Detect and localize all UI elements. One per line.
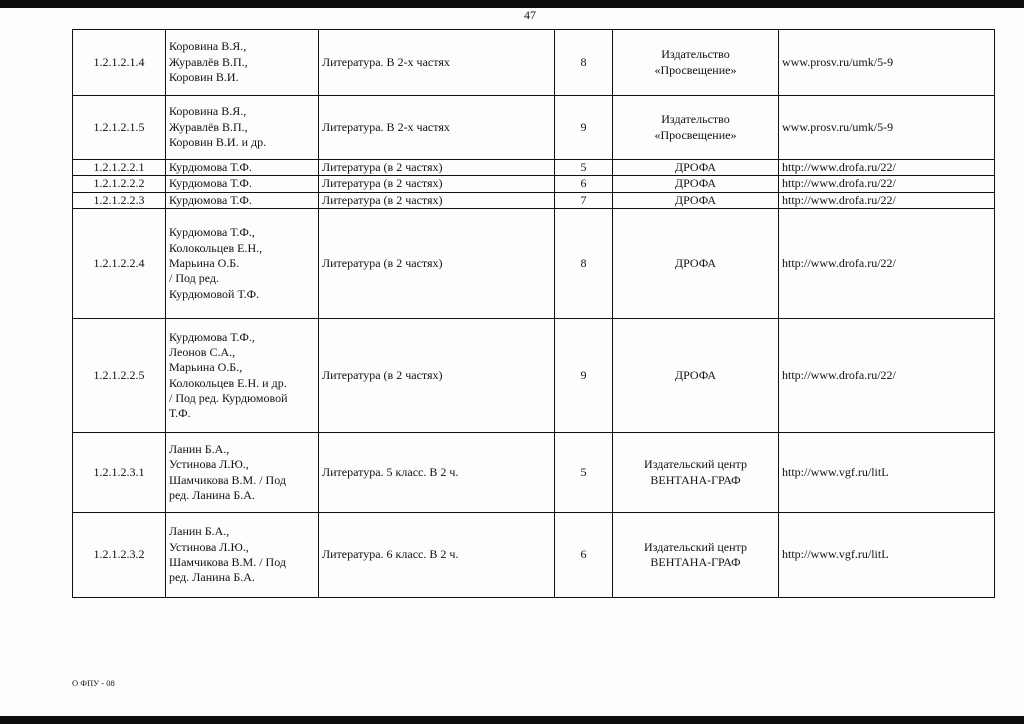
table-row [73, 176, 995, 192]
row-title: Литература (в 2 частях) [319, 209, 555, 319]
row-authors [166, 96, 319, 160]
row-code: 1.2.1.2.3.1 [73, 433, 166, 513]
row-authors [166, 319, 319, 433]
row-url-link[interactable]: http://www.drofa.ru/22/ [779, 192, 995, 208]
row-url-link[interactable]: http://www.drofa.ru/22/ [779, 209, 995, 319]
table-row [73, 30, 995, 96]
row-publisher [613, 160, 779, 176]
author-line: Шамчикова В.М. / Под [169, 472, 286, 487]
row-authors [166, 209, 319, 319]
row-authors [166, 160, 319, 176]
row-authors [166, 30, 319, 96]
row-code: 1.2.1.2.1.4 [73, 30, 166, 96]
row-title: Литература (в 2 частях) [319, 319, 555, 433]
author-line: Курдюмовой Т.Ф. [169, 286, 260, 301]
publisher-line: ДРОФА [674, 367, 717, 382]
author-line: / Под ред. [169, 271, 220, 286]
publisher-line: Издательство [661, 112, 730, 127]
author-line: Курдюмова Т.Ф., [169, 225, 255, 240]
table-row [73, 192, 995, 208]
publisher-line: ВЕНТАНА-ГРАФ [650, 472, 741, 487]
publisher-line: «Просвещение» [654, 127, 737, 142]
author-line: Ланин Б.А., [169, 524, 230, 539]
textbook-table [72, 29, 995, 598]
row-title: Литература. 5 класс. В 2 ч. [319, 433, 555, 513]
footer-code: О ФПУ - 08 [72, 678, 115, 688]
row-code: 1.2.1.2.2.4 [73, 209, 166, 319]
publisher-line: ВЕНТАНА-ГРАФ [650, 555, 741, 570]
row-grade: 8 [555, 30, 613, 96]
row-url-link[interactable]: http://www.vgf.ru/litL [779, 433, 995, 513]
author-line: Курдюмова Т.Ф. [169, 192, 252, 207]
row-authors [166, 176, 319, 192]
row-publisher [613, 30, 779, 96]
author-line: Журавлёв В.П., [169, 119, 248, 134]
row-url-link[interactable]: www.prosv.ru/umk/5-9 [779, 96, 995, 160]
publisher-line: ДРОФА [674, 192, 717, 207]
author-line: Шамчикова В.М. / Под [169, 555, 286, 570]
table-row [73, 160, 995, 176]
row-code: 1.2.1.2.1.5 [73, 96, 166, 160]
author-line: Журавлёв В.П., [169, 54, 248, 69]
row-publisher [613, 513, 779, 598]
author-line: Устинова Л.Ю., [169, 539, 249, 554]
publisher-line: ДРОФА [674, 255, 717, 270]
row-title: Литература (в 2 частях) [319, 192, 555, 208]
publisher-line: «Просвещение» [654, 62, 737, 77]
row-authors [166, 192, 319, 208]
row-publisher [613, 209, 779, 319]
row-grade: 7 [555, 192, 613, 208]
row-authors [166, 433, 319, 513]
author-line: Т.Ф. [169, 406, 191, 421]
row-grade: 5 [555, 160, 613, 176]
row-publisher [613, 192, 779, 208]
author-line: Колокольцев Е.Н. и др. [169, 375, 287, 390]
author-line: Устинова Л.Ю., [169, 457, 249, 472]
table-row [73, 433, 995, 513]
row-code: 1.2.1.2.2.1 [73, 160, 166, 176]
author-line: Коровин В.И. [169, 70, 239, 85]
publisher-line: ДРОФА [674, 176, 717, 191]
row-grade: 5 [555, 433, 613, 513]
author-line: Курдюмова Т.Ф., [169, 329, 255, 344]
author-line: Коровина В.Я., [169, 39, 247, 54]
author-line: Курдюмова Т.Ф. [169, 176, 252, 191]
row-title: Литература (в 2 частях) [319, 176, 555, 192]
author-line: Марьина О.Б. [169, 255, 240, 270]
row-publisher [613, 433, 779, 513]
row-grade: 9 [555, 96, 613, 160]
table-row [73, 513, 995, 598]
publisher-line: Издательство [661, 47, 730, 62]
author-line: Марьина О.Б., [169, 360, 243, 375]
row-url-link[interactable]: http://www.vgf.ru/litL [779, 513, 995, 598]
scan-border-bottom [0, 716, 1024, 724]
table-row [73, 319, 995, 433]
author-line: Леонов С.А., [169, 344, 236, 359]
row-url-link[interactable]: http://www.drofa.ru/22/ [779, 319, 995, 433]
row-publisher [613, 319, 779, 433]
author-line: ред. Ланина Б.А. [169, 570, 255, 585]
author-line: ред. Ланина Б.А. [169, 487, 255, 502]
row-code: 1.2.1.2.2.2 [73, 176, 166, 192]
row-title: Литература. 6 класс. В 2 ч. [319, 513, 555, 598]
row-title: Литература (в 2 частях) [319, 160, 555, 176]
row-title: Литература. В 2-х частях [319, 96, 555, 160]
row-authors [166, 513, 319, 598]
row-publisher [613, 176, 779, 192]
page-number: 47 [524, 8, 536, 22]
row-publisher [613, 96, 779, 160]
author-line: Колокольцев Е.Н., [169, 240, 263, 255]
author-line: Коровина В.Я., [169, 104, 247, 119]
row-code: 1.2.1.2.2.5 [73, 319, 166, 433]
row-url-link[interactable]: www.prosv.ru/umk/5-9 [779, 30, 995, 96]
publisher-line: Издательский центр [644, 539, 747, 554]
row-grade: 9 [555, 319, 613, 433]
row-url-link[interactable]: http://www.drofa.ru/22/ [779, 160, 995, 176]
author-line: Ланин Б.А., [169, 441, 230, 456]
table-row [73, 209, 995, 319]
table-row [73, 96, 995, 160]
row-grade: 8 [555, 209, 613, 319]
scan-border-top [0, 0, 1024, 8]
row-url-link[interactable]: http://www.drofa.ru/22/ [779, 176, 995, 192]
author-line: Курдюмова Т.Ф. [169, 160, 252, 174]
publisher-line: Издательский центр [644, 457, 747, 472]
row-title: Литература. В 2-х частях [319, 30, 555, 96]
publisher-line: ДРОФА [674, 160, 717, 174]
author-line: / Под ред. Курдюмовой [169, 390, 288, 405]
row-code: 1.2.1.2.2.3 [73, 192, 166, 208]
row-grade: 6 [555, 513, 613, 598]
row-grade: 6 [555, 176, 613, 192]
row-code: 1.2.1.2.3.2 [73, 513, 166, 598]
author-line: Коровин В.И. и др. [169, 135, 267, 150]
